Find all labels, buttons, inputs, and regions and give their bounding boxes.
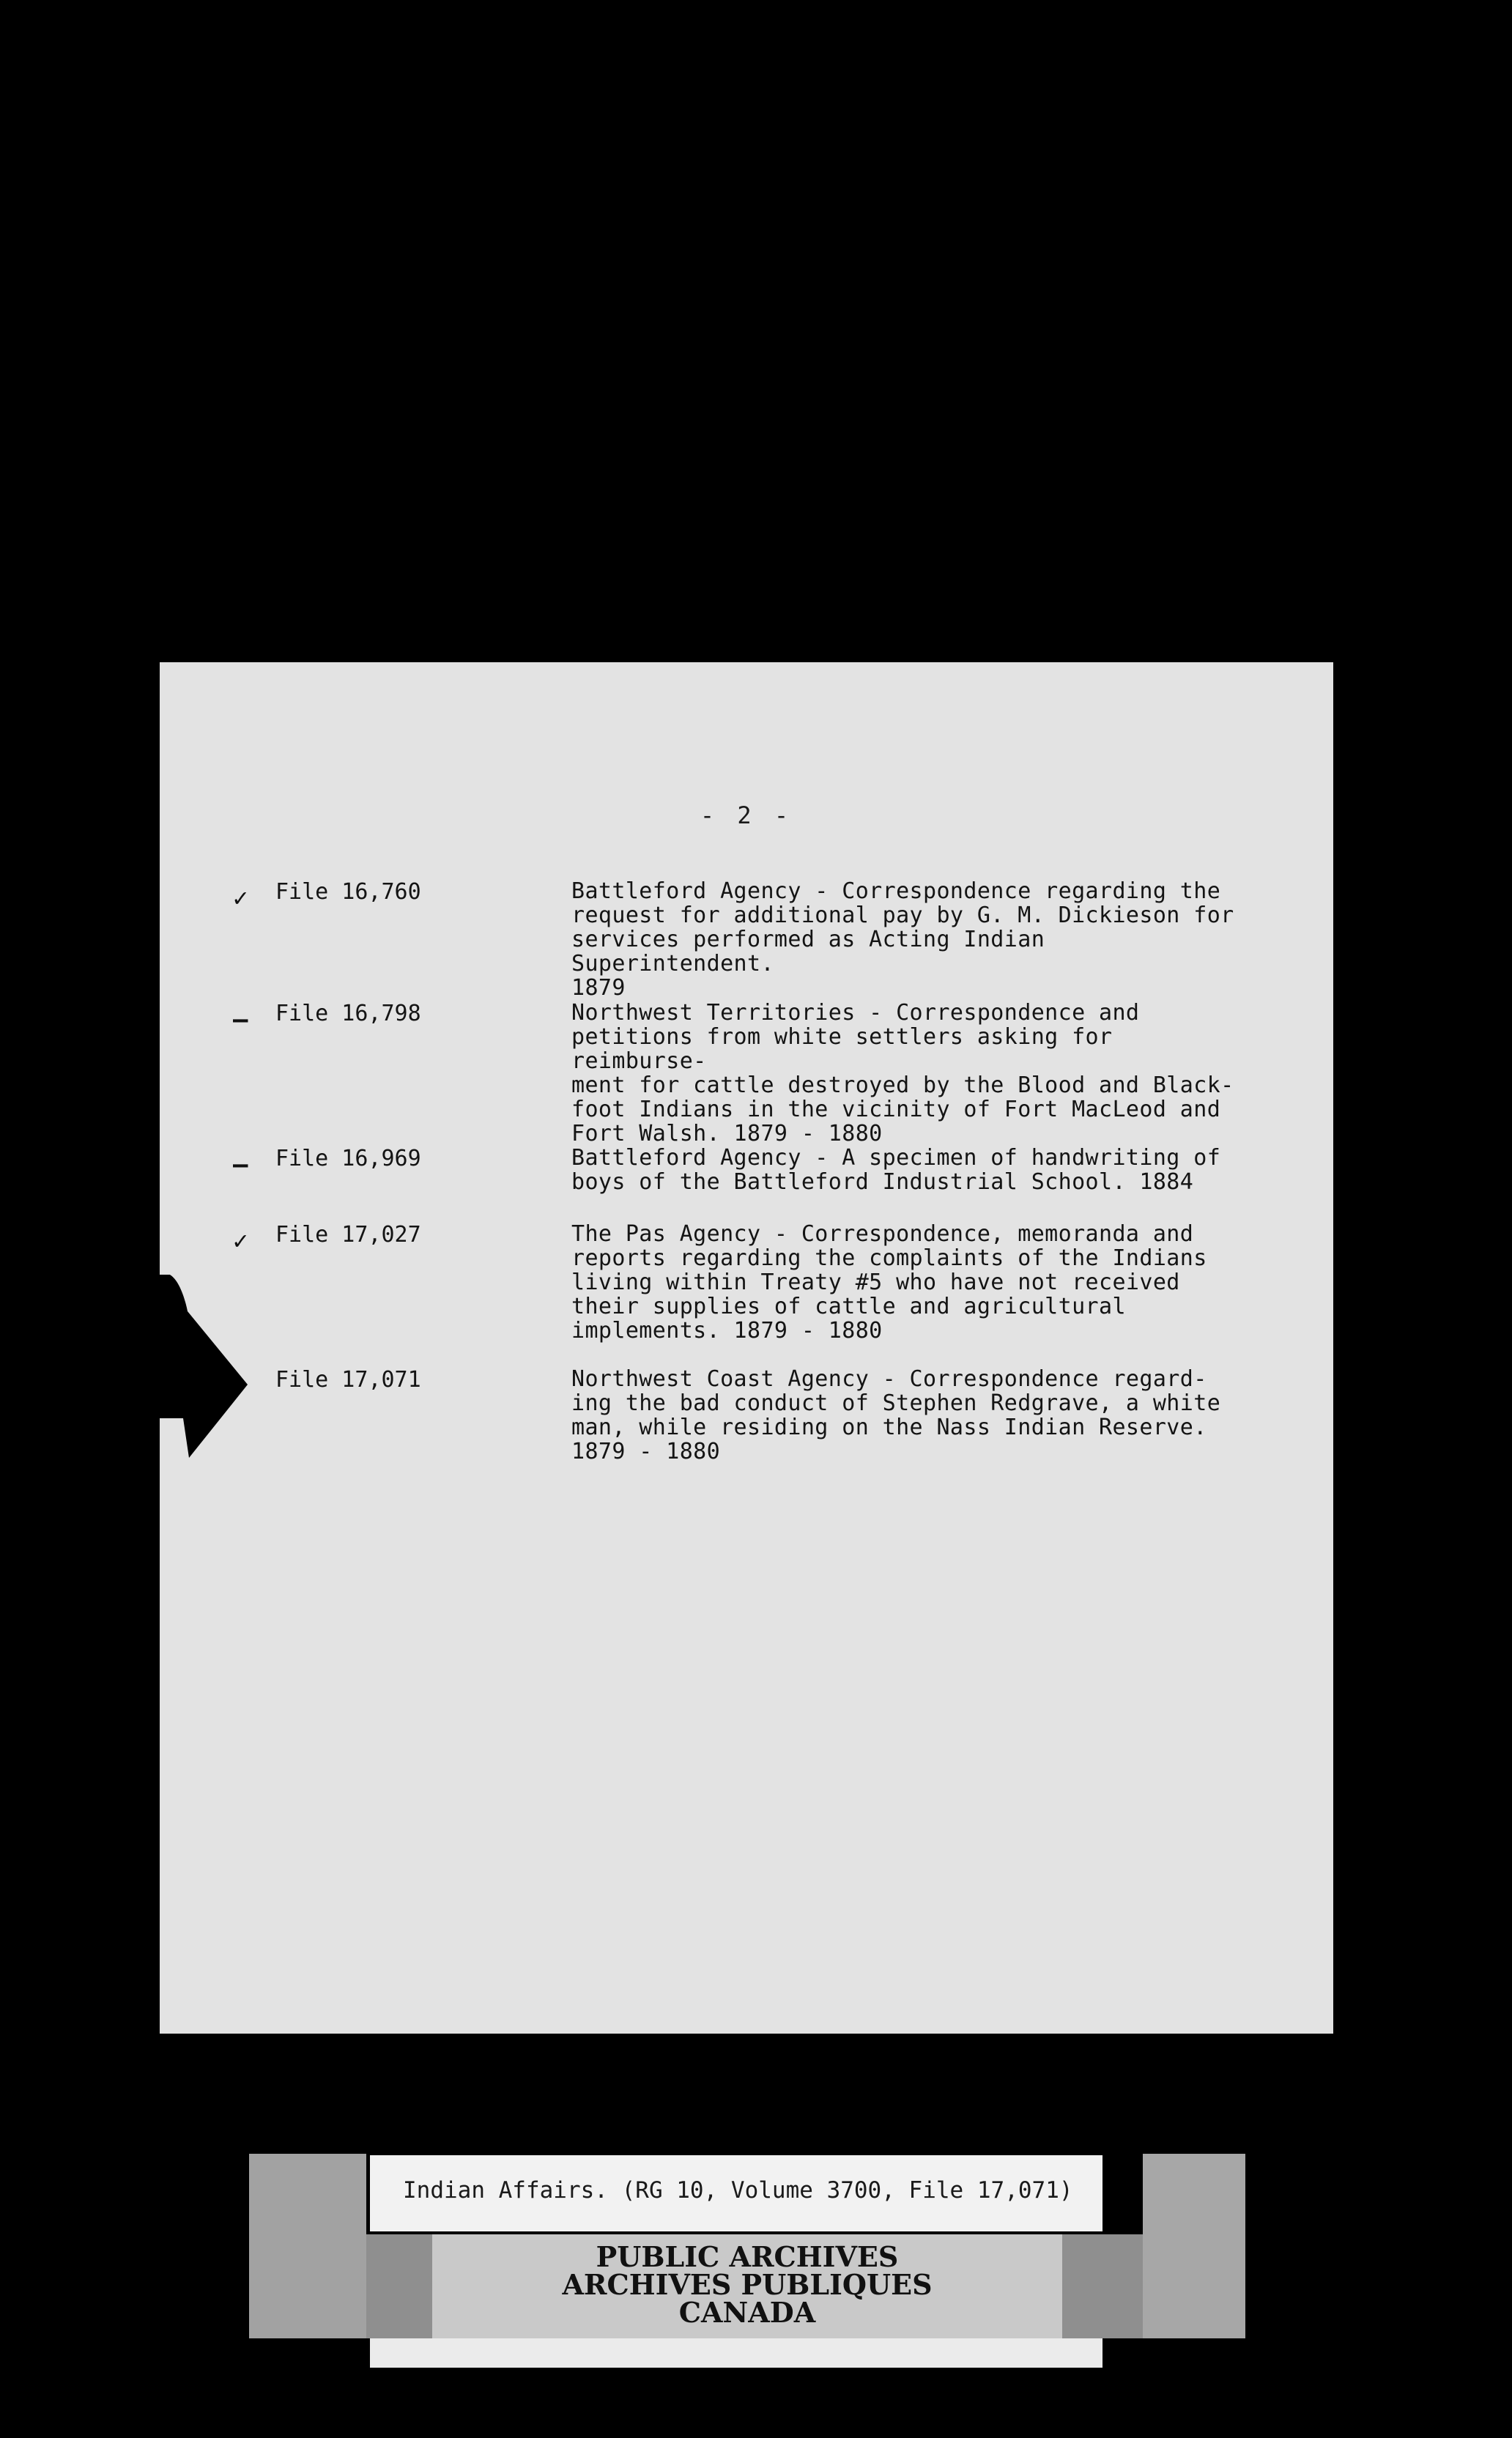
check-mark-icon: ✓ — [233, 883, 248, 913]
archive-reference-label — [370, 2155, 1102, 2231]
footer-strip — [370, 2338, 1102, 2368]
stamp-right-block — [1143, 2154, 1245, 2338]
file-number: File 16,760 — [275, 879, 421, 905]
file-number: File 16,798 — [275, 1001, 421, 1026]
stamp-line: CANADA — [678, 2296, 816, 2329]
file-description: The Pas Agency - Correspondence, memoranda and reports regarding the complaints of the Indians living within Treaty #5 who have not received their supplies of cattle and agricultural implements. 1879 - 1880 — [571, 1221, 1207, 1344]
check-mark-icon: – — [233, 1150, 248, 1179]
check-mark-icon: – — [233, 1005, 248, 1034]
stamp-text — [396, 2240, 1099, 2329]
file-description: Northwest Territories - Correspondence and petitions from white settlers asking for reimburse- ment for cattle destroyed by the Blood and Black- foot Indians in the vicinity of Fort MacLeod and Fort Walsh. 1879 - 1880 — [571, 1000, 1234, 1146]
file-description: Battleford Agency - Correspondence regarding the request for additional pay by G. M. Dickieson for services performed as Acting Indian Superintendent. 1879 — [571, 878, 1234, 1001]
pointer-arrow-icon — [160, 1275, 255, 1458]
file-description: Battleford Agency - A specimen of handwriting of boys of the Battleford Industrial School. 1884 — [571, 1145, 1221, 1195]
check-mark-icon: ✓ — [233, 1226, 248, 1256]
file-description: Northwest Coast Agency - Correspondence regard- ing the bad conduct of Stephen Redgrave, a white man, while residing on the Nass Indian Reserve. 1879 - 1880 — [571, 1366, 1221, 1464]
document-page — [160, 662, 1333, 2034]
file-number: File 17,027 — [275, 1222, 421, 1248]
stamp-line: PUBLIC ARCHIVES — [596, 2240, 899, 2273]
archive-reference: Indian Affairs. (RG 10, Volume 3700, File 17,071) — [403, 2177, 1073, 2204]
stamp-left-block — [249, 2154, 366, 2338]
stamp-line: ARCHIVES PUBLIQUES — [562, 2268, 933, 2301]
page-number: - 2 - — [700, 801, 793, 829]
file-number: File 16,969 — [275, 1146, 421, 1171]
file-number: File 17,071 — [275, 1367, 421, 1393]
